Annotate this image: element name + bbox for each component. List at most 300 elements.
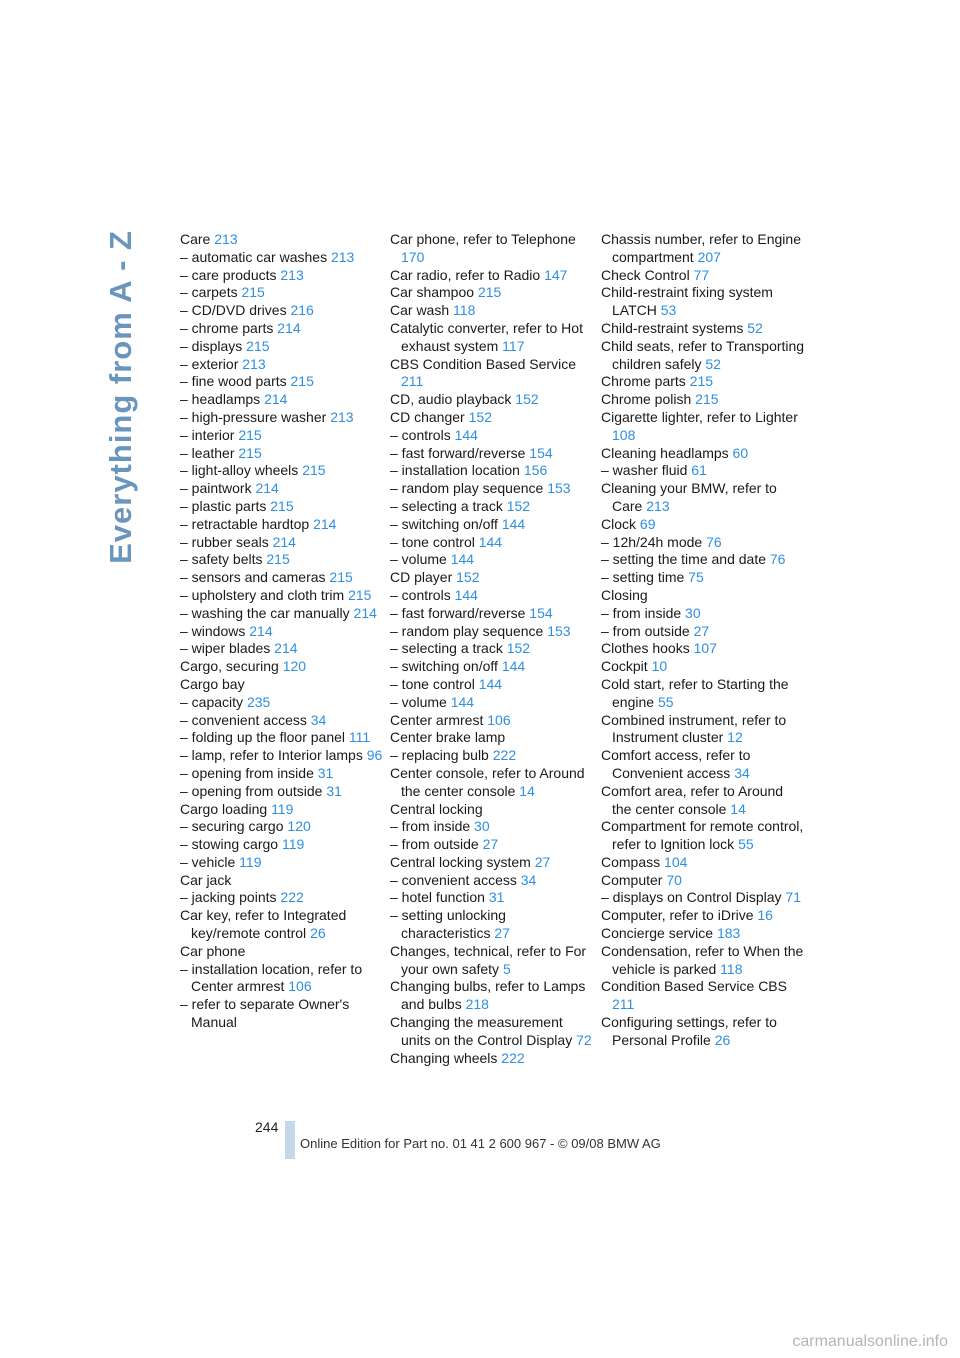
page-reference-link[interactable]: 214: [274, 640, 298, 657]
page-reference-link[interactable]: 55: [738, 836, 754, 853]
page-number: 244: [255, 1119, 279, 1135]
index-entry-text: – washing the car manually: [180, 604, 350, 621]
page-reference-link[interactable]: 213: [214, 231, 238, 247]
index-entry: [180, 249, 385, 267]
index-entry-text: Central locking system: [390, 853, 531, 870]
index-entry: [601, 551, 806, 569]
page-reference-link[interactable]: 52: [747, 319, 763, 336]
index-entry-text: – fine wood parts: [180, 373, 287, 390]
page-reference-link[interactable]: 215: [241, 284, 265, 301]
index-entry-text: – high-pressure washer: [180, 408, 327, 425]
index-entry: [601, 872, 806, 890]
index-entry: [180, 783, 385, 801]
index-entry-text: – random play sequence: [390, 622, 544, 639]
index-entry-text: Car phone, refer to Telephone: [390, 231, 576, 247]
index-entry-text: Compartment for remote control, refer to Ignition lock: [601, 818, 804, 853]
index-entry-text: – from outside: [601, 622, 690, 639]
index-entry-text: – convenient access: [180, 711, 307, 728]
page-reference-link[interactable]: 215: [246, 337, 270, 354]
index-entry: [390, 302, 595, 320]
index-entry: [180, 391, 385, 409]
page-reference-link[interactable]: 213: [242, 355, 266, 372]
index-entry-text: Cargo, securing: [180, 658, 279, 675]
index-entry: [390, 409, 595, 427]
index-entry-text: – automatic car washes: [180, 248, 328, 265]
page-reference-link[interactable]: 222: [501, 1049, 525, 1066]
page-reference-link[interactable]: 213: [646, 497, 670, 514]
page-reference-link[interactable]: 12: [727, 729, 743, 746]
index-entry-text: – refer to separate Owner's Manual: [180, 996, 350, 1031]
page-reference-link[interactable]: 5: [502, 960, 511, 977]
page-reference-link[interactable]: 119: [281, 836, 305, 853]
page-reference-link[interactable]: 144: [454, 426, 478, 443]
index-entry: [601, 605, 806, 623]
page-reference-link[interactable]: 34: [310, 711, 327, 728]
index-entry: [601, 623, 806, 641]
index-entry: [601, 907, 806, 925]
page-reference-link[interactable]: 71: [785, 889, 801, 906]
index-column-3: [601, 231, 806, 1050]
index-entry: [390, 765, 595, 801]
page-reference-link[interactable]: 52: [705, 355, 721, 372]
index-entry-text: Central locking: [390, 800, 483, 817]
index-entry-text: – switching on/off: [390, 658, 498, 675]
index-entry: [180, 373, 385, 391]
index-entry: [390, 907, 595, 943]
page-reference-link[interactable]: 26: [714, 1031, 731, 1048]
page-reference-link[interactable]: 96: [366, 747, 383, 764]
index-entry-text: Condensation, refer to When the vehicle is parked: [601, 942, 804, 977]
page-reference-link[interactable]: 26: [310, 925, 326, 942]
index-entry: [390, 427, 595, 445]
index-entry: [180, 231, 385, 249]
index-entry-text: Changing wheels: [390, 1049, 498, 1066]
page-reference-link[interactable]: 222: [280, 889, 304, 906]
page-reference-link[interactable]: 215: [695, 391, 719, 408]
page-reference-link[interactable]: 147: [544, 266, 568, 283]
index-entry: [390, 267, 595, 285]
page-reference-link[interactable]: 215: [329, 569, 353, 586]
page-reference-link[interactable]: 213: [330, 408, 354, 425]
index-entry-text: – opening from inside: [180, 764, 314, 781]
index-entry: [390, 747, 595, 765]
index-entry: [390, 320, 595, 356]
index-entry-text: – care products: [180, 266, 277, 283]
index-entry: [180, 623, 385, 641]
index-entry: [180, 356, 385, 374]
index-entry: [180, 889, 385, 907]
index-entry-text: – fast forward/reverse: [390, 444, 526, 461]
index-entry-text: – selecting a track: [390, 640, 503, 657]
page-reference-link[interactable]: 61: [691, 462, 707, 479]
index-entry-text: Cockpit: [601, 658, 648, 675]
page-reference-link[interactable]: 215: [266, 551, 290, 568]
page-reference-link[interactable]: 10: [651, 658, 668, 675]
index-entry-text: Condition Based Service CBS: [601, 978, 787, 995]
page-reference-link[interactable]: 120: [282, 658, 307, 675]
page-reference-link[interactable]: 55: [657, 693, 674, 710]
page-reference-link[interactable]: 207: [697, 248, 721, 265]
page-reference-link[interactable]: 215: [290, 373, 314, 390]
index-entry: [390, 356, 595, 392]
index-entry-text: Child-restraint systems: [601, 319, 744, 336]
page-reference-link[interactable]: 214: [249, 622, 273, 639]
index-entry: [180, 284, 385, 302]
index-entry: [180, 569, 385, 587]
page-reference-link[interactable]: 14: [730, 800, 746, 817]
index-entry: [180, 409, 385, 427]
page-reference-link[interactable]: 117: [502, 337, 525, 354]
page-reference-link[interactable]: 144: [501, 515, 526, 532]
page-reference-link[interactable]: 214: [255, 480, 279, 497]
index-entry: [390, 569, 595, 587]
index-entry-text: Combined instrument, refer to Instrument cluster: [601, 711, 787, 746]
page-reference-link[interactable]: 60: [732, 444, 749, 461]
index-entry: [390, 889, 595, 907]
index-entry-text: Comfort area, refer to Around the center console: [601, 782, 784, 817]
index-entry-text: Child-restraint fixing system LATCH: [601, 284, 773, 319]
index-entry-text: – opening from outside: [180, 782, 323, 799]
page-reference-link[interactable]: 31: [326, 782, 342, 799]
index-entry: [390, 498, 595, 516]
page-reference-link[interactable]: 144: [454, 586, 478, 603]
index-entry-text: – tone control: [390, 675, 475, 692]
index-entry-text: – fast forward/reverse: [390, 604, 526, 621]
index-entry-text: Closing: [601, 586, 648, 603]
index-entry: [390, 480, 595, 498]
index-entry: [390, 694, 595, 712]
index-entry-text: – rubber seals: [180, 533, 269, 550]
index-entry: [390, 623, 595, 641]
index-entry-text: Center brake lamp: [390, 729, 506, 746]
index-entry: [180, 658, 385, 676]
index-entry: [390, 231, 595, 267]
index-entry-text: – lamp, refer to Interior lamps: [180, 747, 363, 764]
index-entry: [601, 480, 806, 516]
footer-accent-bar: [285, 1121, 295, 1159]
index-entry: [180, 445, 385, 463]
page-reference-link[interactable]: 215: [689, 373, 714, 390]
index-entry-text: – selecting a track: [390, 497, 503, 514]
index-entry-text: – interior: [180, 426, 235, 443]
index-entry: [601, 462, 806, 480]
index-entry: [180, 427, 385, 445]
index-entry-text: – tone control: [390, 533, 475, 550]
index-entry-text: – paintwork: [180, 480, 252, 497]
index-entry: [180, 462, 385, 480]
index-entry: [390, 640, 595, 658]
index-entry-text: Cargo bay: [180, 675, 245, 692]
index-entry: [390, 729, 595, 747]
index-entry-text: Cigarette lighter, refer to Lighter: [601, 408, 798, 425]
index-entry-text: – sensors and cameras: [180, 569, 326, 586]
page-reference-link[interactable]: 108: [612, 426, 636, 443]
index-entry-text: Cargo loading: [180, 800, 268, 817]
page-reference-link[interactable]: 30: [474, 818, 490, 835]
index-entry: [180, 338, 385, 356]
index-entry-text: – installation location: [390, 462, 520, 479]
page-reference-link[interactable]: 27: [494, 925, 510, 942]
index-entry: [180, 498, 385, 516]
index-entry: [601, 569, 806, 587]
index-entry-text: – upholstery and cloth trim: [180, 586, 345, 603]
page-reference-link[interactable]: 154: [529, 444, 553, 461]
index-entry-text: – retractable hardtop: [180, 515, 310, 532]
index-entry: [390, 445, 595, 463]
page-reference-link[interactable]: 27: [482, 836, 499, 853]
index-entry: [180, 943, 385, 961]
index-entry: [601, 640, 806, 658]
index-entry-text: – exterior: [180, 355, 239, 372]
index-entry-text: Car jack: [180, 871, 232, 888]
index-entry-text: Center console, refer to Around the center console: [390, 764, 585, 799]
page-reference-link[interactable]: 118: [453, 302, 476, 319]
page-reference-link[interactable]: 211: [612, 996, 635, 1013]
index-entry: [601, 445, 806, 463]
index-entry: [601, 676, 806, 712]
index-entry: [180, 765, 385, 783]
page-reference-link[interactable]: 34: [734, 764, 750, 781]
index-entry-text: CD, audio playback: [390, 391, 512, 408]
index-entry-text: Catalytic converter, refer to Hot exhaust system: [390, 319, 583, 354]
index-entry: [390, 836, 595, 854]
index-entry: [390, 516, 595, 534]
page-reference-link[interactable]: 170: [401, 248, 425, 265]
index-entry-text: Chrome polish: [601, 391, 692, 408]
index-entry: [390, 605, 595, 623]
page-reference-link[interactable]: 153: [547, 622, 571, 639]
index-entry-text: – carpets: [180, 284, 238, 301]
page-reference-link[interactable]: 215: [238, 426, 262, 443]
page-reference-link[interactable]: 215: [477, 284, 502, 301]
index-entry: [180, 729, 385, 747]
index-entry-text: – safety belts: [180, 551, 263, 568]
index-entry-text: – washer fluid: [601, 462, 688, 479]
index-entry: [390, 872, 595, 890]
page-reference-link[interactable]: 31: [317, 764, 334, 781]
page-reference-link[interactable]: 214: [264, 391, 288, 408]
index-entry-text: – convenient access: [390, 871, 517, 888]
page-reference-link[interactable]: 235: [246, 693, 271, 710]
index-entry: [390, 818, 595, 836]
page-reference-link[interactable]: 144: [450, 551, 475, 568]
page-reference-link[interactable]: 214: [272, 533, 296, 550]
index-entry: [390, 284, 595, 302]
page-reference-link[interactable]: 152: [456, 569, 480, 586]
index-entry-text: Changing the measurement units on the Control Display: [390, 1014, 573, 1048]
index-entry: [601, 854, 806, 872]
page-reference-link[interactable]: 152: [506, 640, 531, 657]
index-entry: [390, 978, 595, 1014]
page-reference-link[interactable]: 154: [529, 604, 553, 621]
index-entry: [601, 338, 806, 374]
index-entry: [180, 587, 385, 605]
index-entry-text: Car radio, refer to Radio: [390, 266, 541, 283]
page-reference-link[interactable]: 156: [523, 462, 548, 479]
index-entry: [601, 925, 806, 943]
page-reference-link[interactable]: 111: [348, 729, 371, 746]
index-entry-text: – switching on/off: [390, 515, 498, 532]
page-reference-link[interactable]: 152: [515, 391, 539, 408]
page-reference-link[interactable]: 214: [313, 515, 337, 532]
index-entry: [601, 409, 806, 445]
index-entry-text: – setting time: [601, 569, 685, 586]
page-reference-link[interactable]: 76: [706, 533, 722, 550]
index-entry: [180, 996, 385, 1032]
index-entry-text: Car wash: [390, 302, 450, 319]
page-reference-link[interactable]: 107: [693, 640, 717, 657]
index-entry-text: – chrome parts: [180, 319, 274, 336]
index-entry: [180, 712, 385, 730]
index-entry: [601, 783, 806, 819]
page-reference-link[interactable]: 72: [576, 1031, 592, 1048]
index-entry: [180, 694, 385, 712]
index-entry: [390, 854, 595, 872]
index-entry: [601, 978, 806, 1014]
index-entry: [601, 658, 806, 676]
index-entry-text: – random play sequence: [390, 480, 544, 497]
index-entry: [180, 605, 385, 623]
page-reference-link[interactable]: 144: [501, 658, 526, 675]
index-entry-text: Compass: [601, 853, 661, 870]
page-reference-link[interactable]: 144: [478, 533, 503, 550]
index-entry: [390, 658, 595, 676]
page-reference-link[interactable]: 222: [492, 747, 517, 764]
index-entry: [390, 534, 595, 552]
index-entry: [601, 889, 806, 907]
page-reference-link[interactable]: 214: [277, 319, 301, 336]
index-entry: [601, 320, 806, 338]
index-entry: [180, 818, 385, 836]
index-entry: [180, 320, 385, 338]
index-entry-text: – setting unlocking characteristics: [390, 907, 506, 942]
index-entry-text: – 12h/24h mode: [601, 533, 703, 550]
index-entry-text: – capacity: [180, 693, 244, 710]
index-entry: [390, 1050, 595, 1068]
page-reference-link[interactable]: 183: [716, 925, 741, 942]
index-entry-text: Clothes hooks: [601, 640, 690, 657]
page-reference-link[interactable]: 216: [290, 302, 314, 319]
page-reference-link[interactable]: 34: [520, 871, 537, 888]
index-entry: [601, 712, 806, 748]
index-entry: [390, 801, 595, 819]
index-entry-text: – stowing cargo: [180, 836, 279, 853]
page-reference-link[interactable]: 30: [685, 604, 701, 621]
page-reference-link[interactable]: 213: [280, 266, 304, 283]
page-reference-link[interactable]: 31: [488, 889, 505, 906]
index-entry: [180, 640, 385, 658]
page-reference-link[interactable]: 69: [639, 515, 656, 532]
page-reference-link[interactable]: 214: [353, 604, 377, 621]
page-reference-link[interactable]: 27: [693, 622, 710, 639]
index-entry: [601, 391, 806, 409]
index-entry: [180, 854, 385, 872]
index-entry: [180, 836, 385, 854]
page-reference-link[interactable]: 106: [288, 978, 312, 995]
index-entry: [390, 462, 595, 480]
index-entry-text: Check Control: [601, 266, 690, 283]
index-entry: [601, 1014, 806, 1050]
index-entry-text: – jacking points: [180, 889, 277, 906]
index-entry: [390, 391, 595, 409]
footer-edition-text: Online Edition for Part no. 01 41 2 600 967 - © 09/08 BMW AG: [300, 1136, 661, 1151]
index-entry-text: – vehicle: [180, 853, 236, 870]
page-reference-link[interactable]: 70: [666, 871, 682, 888]
index-entry-text: Care: [180, 231, 211, 247]
index-entry-text: Car phone: [180, 942, 246, 959]
index-entry: [180, 872, 385, 890]
page-reference-link[interactable]: 153: [547, 480, 571, 497]
page-reference-link[interactable]: 77: [693, 266, 710, 283]
page-reference-link[interactable]: 119: [271, 800, 294, 817]
page-reference-link[interactable]: 118: [720, 960, 743, 977]
page-reference-link[interactable]: 213: [330, 248, 355, 265]
index-entry: [390, 943, 595, 979]
page-reference-link[interactable]: 16: [757, 907, 773, 924]
index-entry: [390, 676, 595, 694]
page-reference-link[interactable]: 144: [450, 693, 475, 710]
page-reference-link[interactable]: 215: [238, 444, 262, 461]
index-entry: [601, 373, 806, 391]
page-reference-link[interactable]: 27: [534, 853, 551, 870]
page-reference-link[interactable]: 211: [401, 373, 424, 390]
page-reference-link[interactable]: 152: [468, 408, 492, 425]
index-entry-text: CD player: [390, 569, 453, 586]
index-column-2: [390, 231, 595, 1067]
index-entry-text: – wiper blades: [180, 640, 271, 657]
index-entry-text: Car shampoo: [390, 284, 475, 301]
page-reference-link[interactable]: 144: [478, 675, 503, 692]
page-reference-link[interactable]: 215: [302, 462, 326, 479]
page-reference-link[interactable]: 14: [519, 782, 535, 799]
index-entry: [180, 480, 385, 498]
page-reference-link[interactable]: 218: [465, 996, 489, 1013]
index-entry: [180, 961, 385, 997]
page-reference-link[interactable]: 215: [348, 586, 372, 603]
index-entry-text: – plastic parts: [180, 497, 267, 514]
index-entry-text: Chrome parts: [601, 373, 686, 390]
index-entry-text: Chassis number, refer to Engine compartment: [601, 231, 801, 265]
index-entry-text: – from outside: [390, 836, 479, 853]
index-entry: [601, 943, 806, 979]
page-reference-link[interactable]: 76: [769, 551, 786, 568]
page-reference-link[interactable]: 53: [660, 302, 677, 319]
index-entry: [601, 818, 806, 854]
index-entry-text: Concierge service: [601, 925, 714, 942]
index-entry: [180, 534, 385, 552]
index-entry-text: – securing cargo: [180, 818, 284, 835]
index-entry-text: – hotel function: [390, 889, 485, 906]
index-entry-text: Computer: [601, 871, 663, 888]
index-entry: [180, 801, 385, 819]
index-entry-text: Clock: [601, 515, 637, 532]
page-reference-link[interactable]: 120: [287, 818, 311, 835]
index-entry-text: – from inside: [601, 604, 682, 621]
page-reference-link[interactable]: 152: [506, 497, 531, 514]
index-entry-text: – from inside: [390, 818, 471, 835]
index-entry: [180, 907, 385, 943]
page-reference-link[interactable]: 106: [487, 711, 511, 728]
index-entry-text: – replacing bulb: [390, 747, 489, 764]
index-entry-text: Child seats, refer to Transporting children safely: [601, 337, 805, 372]
index-entry-text: – setting the time and date: [601, 551, 766, 568]
page-reference-link[interactable]: 104: [664, 853, 688, 870]
page-reference-link[interactable]: 75: [688, 569, 704, 586]
page-reference-link[interactable]: 215: [270, 497, 294, 514]
index-entry-text: – leather: [180, 444, 235, 461]
index-entry-text: Cold start, refer to Starting the engine: [601, 675, 789, 710]
page-reference-link[interactable]: 119: [239, 853, 262, 870]
